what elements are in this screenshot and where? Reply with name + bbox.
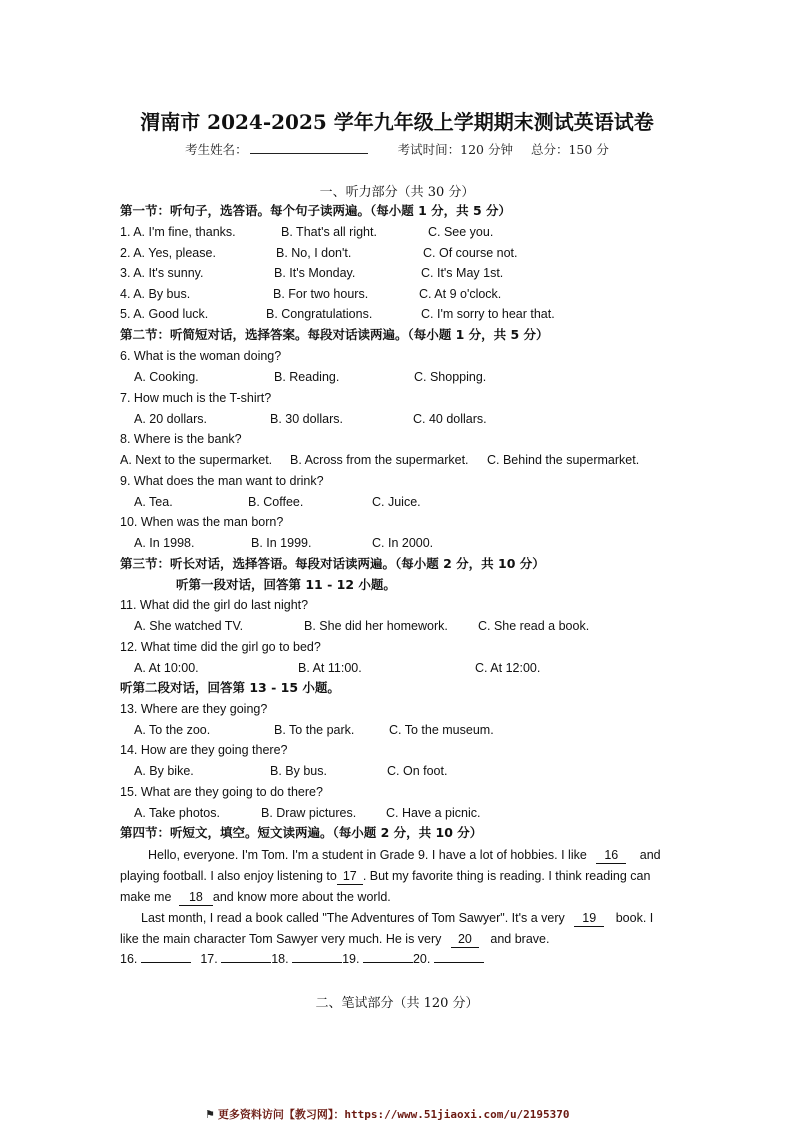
q15-option-c: C. Have a picnic. [386, 806, 481, 820]
q8-option-b: B. Across from the supermarket. [290, 453, 469, 467]
q5-option-b: B. Congratulations. [266, 307, 373, 321]
q12-option-b: B. At 11:00. [298, 661, 362, 675]
answer-blanks-row [120, 951, 484, 967]
name-label: 考生姓名： [185, 142, 248, 157]
q2-option-b: B. No, I don't. [276, 246, 352, 260]
q12-option-c: C. At 12:00. [475, 661, 541, 675]
passage-text: playing football. I also enjoy listening to [120, 869, 337, 883]
passage-text: make me [120, 890, 172, 904]
total-score: 总分：150 分 [530, 142, 609, 157]
q6-question: 6. What is the woman doing? [120, 349, 282, 363]
q8-option-a: A. Next to the supermarket. [120, 453, 273, 467]
passage-text: like the main character Tom Sawyer very much. He is very [120, 932, 442, 946]
q15-question: 15. What are they going to do there? [120, 785, 323, 799]
q6-option-a: A. Cooking. [134, 370, 199, 384]
blank-label-17: 17. [200, 952, 218, 966]
q10-question: 10. When was the man born? [120, 515, 284, 529]
q8-option-c: C. Behind the supermarket. [487, 453, 640, 467]
q11-question: 11. What did the girl do last night? [120, 598, 309, 612]
q12-option-a: A. At 10:00. [134, 661, 199, 675]
blank-label-16: 16. [120, 952, 138, 966]
q10-option-a: A. In 1998. [134, 536, 195, 550]
exam-meta [0, 140, 794, 158]
q13-question: 13. Where are they going? [120, 702, 268, 716]
exam-time: 考试时间：120 分钟 [397, 142, 513, 157]
q14-question: 14. How are they going there? [120, 743, 288, 757]
dialogue-2-heading: 听第二段对话，回答第 13 - 15 小题。 [120, 680, 340, 695]
blank-19-answer: 19 [574, 910, 604, 927]
q7-option-a: A. 20 dollars. [134, 412, 207, 426]
q3-option-a: 3. A. It's sunny. [120, 266, 204, 280]
passage-text: . But my favorite thing is reading. I think reading can [362, 869, 651, 883]
passage-text: Hello, everyone. I'm Tom. I'm a student in Grade 9. I have a lot of hobbies. I like [148, 848, 587, 862]
name-blank[interactable] [250, 143, 368, 154]
q3-option-b: B. It's Monday. [274, 266, 356, 280]
blank-17-answer: 17 [337, 868, 363, 885]
passage-line-2 [120, 868, 650, 885]
dialogue-1-heading: 听第一段对话，回答第 11 - 12 小题。 [176, 577, 396, 592]
passage-text: book. I [615, 911, 654, 925]
footer-link[interactable] [205, 1106, 570, 1122]
q12-question: 12. What time did the girl go to bed? [120, 640, 321, 654]
passage-line-1 [148, 847, 661, 864]
q13-option-a: A. To the zoo. [134, 723, 211, 737]
q4-option-c: C. At 9 o'clock. [419, 287, 502, 301]
passage-text: and [639, 848, 661, 862]
answer-blank-19[interactable] [363, 962, 413, 963]
q11-option-a: A. She watched TV. [134, 619, 244, 633]
q4-option-b: B. For two hours. [273, 287, 369, 301]
q9-option-a: A. Tea. [134, 495, 173, 509]
part-listening-heading: 一、听力部分（共 30 分） [319, 185, 475, 200]
q1-option-c: C. See you. [428, 225, 494, 239]
q1-option-b: B. That's all right. [281, 225, 377, 239]
section-2-heading: 第二节：听简短对话，选择答案。每段对话读两遍。（每小题 1 分，共 5 分） [120, 327, 549, 342]
blank-18-answer: 18 [179, 889, 213, 906]
q9-option-b: B. Coffee. [248, 495, 304, 509]
q1-option-a: 1. A. I'm fine, thanks. [120, 225, 236, 239]
answer-blank-18[interactable] [292, 962, 342, 963]
q14-option-b: B. By bus. [270, 764, 327, 778]
answer-blank-20[interactable] [434, 962, 484, 963]
q4-option-a: 4. A. By bus. [120, 287, 191, 301]
q7-question: 7. How much is the T-shirt? [120, 391, 272, 405]
answer-blank-17[interactable] [221, 962, 271, 963]
q6-option-c: C. Shopping. [414, 370, 487, 384]
q11-option-b: B. She did her homework. [304, 619, 448, 633]
q2-option-a: 2. A. Yes, please. [120, 246, 216, 260]
passage-line-5 [120, 931, 549, 948]
flag-icon: ⚑ [205, 1108, 215, 1121]
answer-blank-16[interactable] [141, 962, 191, 963]
passage-text: Last month, I read a book called "The Adventures of Tom Sawyer". It's a very [141, 911, 565, 925]
footer-text: 更多资料访问【教习网】：https://www.51jiaoxi.com/u/2195370 [217, 1108, 570, 1121]
page-title: 渭南市 2024-2025 学年九年级上学期期末测试英语试卷 [140, 110, 654, 134]
blank-label-20: 20. [412, 952, 431, 966]
q10-option-b: B. In 1999. [251, 536, 312, 550]
part-writing-heading: 二、笔试部分（共 120 分） [315, 996, 479, 1011]
blank-label-19: 19. [342, 952, 360, 966]
q14-option-c: C. On foot. [387, 764, 448, 778]
section-4-heading: 第四节：听短文，填空。短文读两遍。（每小题 2 分，共 10 分） [120, 825, 483, 840]
q11-option-c: C. She read a book. [478, 619, 590, 633]
q14-option-a: A. By bike. [134, 764, 194, 778]
q7-option-c: C. 40 dollars. [413, 412, 487, 426]
q15-option-a: A. Take photos. [134, 806, 220, 820]
q2-option-c: C. Of course not. [423, 246, 518, 260]
q8-question: 8. Where is the bank? [120, 432, 242, 446]
q10-option-c: C. In 2000. [372, 536, 434, 550]
passage-text: and brave. [490, 932, 550, 946]
q3-option-c: C. It's May 1st. [421, 266, 504, 280]
q5-option-c: C. I'm sorry to hear that. [421, 307, 555, 321]
passage-line-4 [141, 910, 653, 927]
section-1-heading: 第一节：听句子，选答语。每个句子读两遍。（每小题 1 分，共 5 分） [120, 203, 512, 218]
section-3-heading: 第三节：听长对话，选择答语。每段对话读两遍。（每小题 2 分，共 10 分） [120, 556, 545, 571]
q6-option-b: B. Reading. [274, 370, 340, 384]
blank-16-answer: 16 [596, 847, 626, 864]
blank-20-answer: 20 [451, 931, 479, 948]
q9-option-c: C. Juice. [372, 495, 421, 509]
passage-text: and know more about the world. [212, 890, 391, 904]
q9-question: 9. What does the man want to drink? [120, 474, 324, 488]
q15-option-b: B. Draw pictures. [261, 806, 357, 820]
q13-option-c: C. To the museum. [389, 723, 494, 737]
passage-line-3 [120, 889, 391, 906]
q7-option-b: B. 30 dollars. [270, 412, 343, 426]
q5-option-a: 5. A. Good luck. [120, 307, 209, 321]
blank-label-18: 18. [271, 952, 289, 966]
q13-option-b: B. To the park. [274, 723, 355, 737]
